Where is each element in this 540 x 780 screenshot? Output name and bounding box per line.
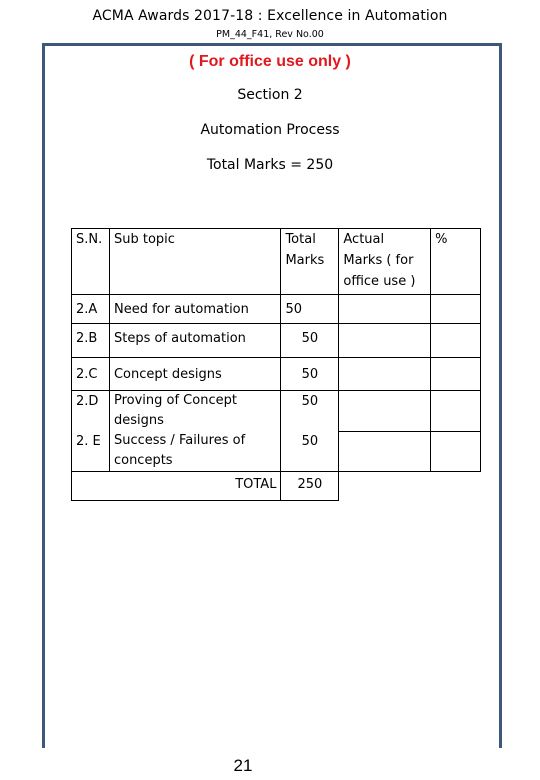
section-label: Section 2 <box>237 87 303 103</box>
table-header-row <box>72 229 481 295</box>
row-percent-cell[interactable] <box>431 431 481 472</box>
row-topic: Proving of Concept designs <box>109 391 280 432</box>
total-row-blank <box>339 472 481 501</box>
header-actual-marks: Actual Marks ( for office use ) <box>339 229 431 295</box>
row-total-marks: 50 <box>281 295 339 324</box>
row-sn: 2.B <box>72 324 110 358</box>
row-actual-marks-cell[interactable] <box>339 358 431 391</box>
row-percent-cell[interactable] <box>431 358 481 391</box>
row-actual-marks-cell[interactable] <box>339 295 431 324</box>
row-percent-cell[interactable] <box>431 324 481 358</box>
page-number: 21 <box>233 756 253 775</box>
row-total-marks: 50 <box>281 391 339 432</box>
table-row <box>72 391 481 432</box>
row-topic: Need for automation <box>109 295 280 324</box>
row-topic: Success / Failures of concepts <box>109 431 280 472</box>
table-row <box>72 431 481 472</box>
section-total-marks: Total Marks = 250 <box>206 157 334 173</box>
marks-table <box>71 228 481 501</box>
row-sn: 2. E <box>72 431 110 472</box>
row-actual-marks-cell[interactable] <box>339 391 431 432</box>
row-topic: Steps of automation <box>109 324 280 358</box>
row-sn: 2.C <box>72 358 110 391</box>
row-sn: 2.D <box>72 391 110 432</box>
row-topic: Concept designs <box>109 358 280 391</box>
document-reference: PM_44_F41, Rev No.00 <box>216 29 324 40</box>
row-sn: 2.A <box>72 295 110 324</box>
row-actual-marks-cell[interactable] <box>339 431 431 472</box>
row-percent-cell[interactable] <box>431 391 481 432</box>
header-sn: S.N. <box>72 229 110 295</box>
row-actual-marks-cell[interactable] <box>339 324 431 358</box>
office-use-note: ( For office use only ) <box>189 53 351 70</box>
table-row <box>72 358 481 391</box>
row-total-marks: 50 <box>281 431 339 472</box>
row-total-marks: 50 <box>281 358 339 391</box>
row-percent-cell[interactable] <box>431 295 481 324</box>
table-row <box>72 324 481 358</box>
total-label: TOTAL <box>72 472 281 501</box>
header-percent: % <box>431 229 481 295</box>
section-name: Automation Process <box>200 122 340 138</box>
header-total-marks: Total Marks <box>281 229 339 295</box>
row-total-marks: 50 <box>281 324 339 358</box>
header-title: ACMA Awards 2017-18 : Excellence in Automation <box>92 8 448 24</box>
table-total-row <box>72 472 481 501</box>
table-row <box>72 295 481 324</box>
header-subtopic: Sub topic <box>109 229 280 295</box>
total-value: 250 <box>281 472 339 501</box>
